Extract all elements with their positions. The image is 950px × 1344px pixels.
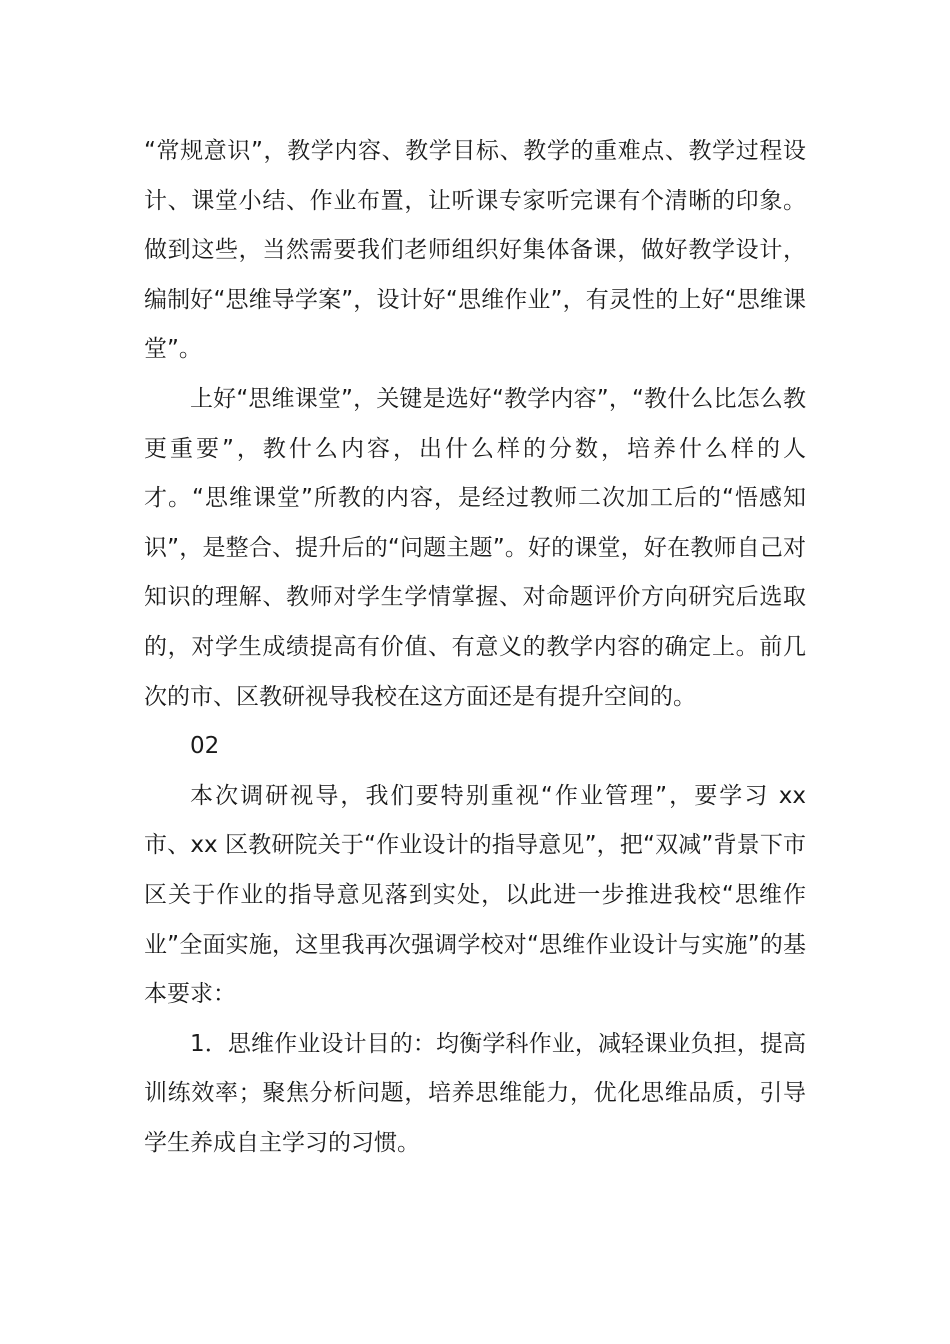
section-number: 02 bbox=[190, 733, 220, 760]
paragraph-design-purpose: 1．思维作业设计目的：均衡学科作业，减轻课业负担，提高训练效率；聚焦分析问题，培养思维能力，优化思维品质，引导学生养成自主学习的习惯。 bbox=[144, 1030, 806, 1156]
document-body bbox=[144, 127, 806, 1168]
paragraph-thinking-classroom: 上好“思维课堂”，关键是选好“教学内容”，“教什么比怎么教更重要”，教什么内容，出什么样的分数，培养什么样的人才。“思维课堂”所教的内容，是经过教师二次加工后的“悟感知识”，是整合、提升后的“问题主题”。好的课堂，好在教师自己对知识的理解、教师对学生学情掌握、对命题评价方向研究后选取的，对学生成绩提高有价值、有意义的教学内容的确定上。前几次的市、区教研视导我校在这方面还是有提升空间的。 bbox=[144, 385, 806, 710]
paragraph-homework-management: 本次调研视导，我们要特别重视“作业管理”，要学习 xx 市、xx 区教研院关于“作业设计的指导意见”，把“双减”背景下市区关于作业的指导意见落到实处，以此进一步推进我校“思维作业”全面实施，这里我再次强调学校对“思维作业设计与实施”的基本要求： bbox=[144, 782, 806, 1008]
paragraph-continuation: “常规意识”，教学内容、教学目标、教学的重难点、教学过程设计、课堂小结、作业布置，让听课专家听完课有个清晰的印象。做到这些，当然需要我们老师组织好集体备课，做好教学设计，编制好“思维导学案”，设计好“思维作业”，有灵性的上好“思维课堂”。 bbox=[144, 138, 806, 363]
